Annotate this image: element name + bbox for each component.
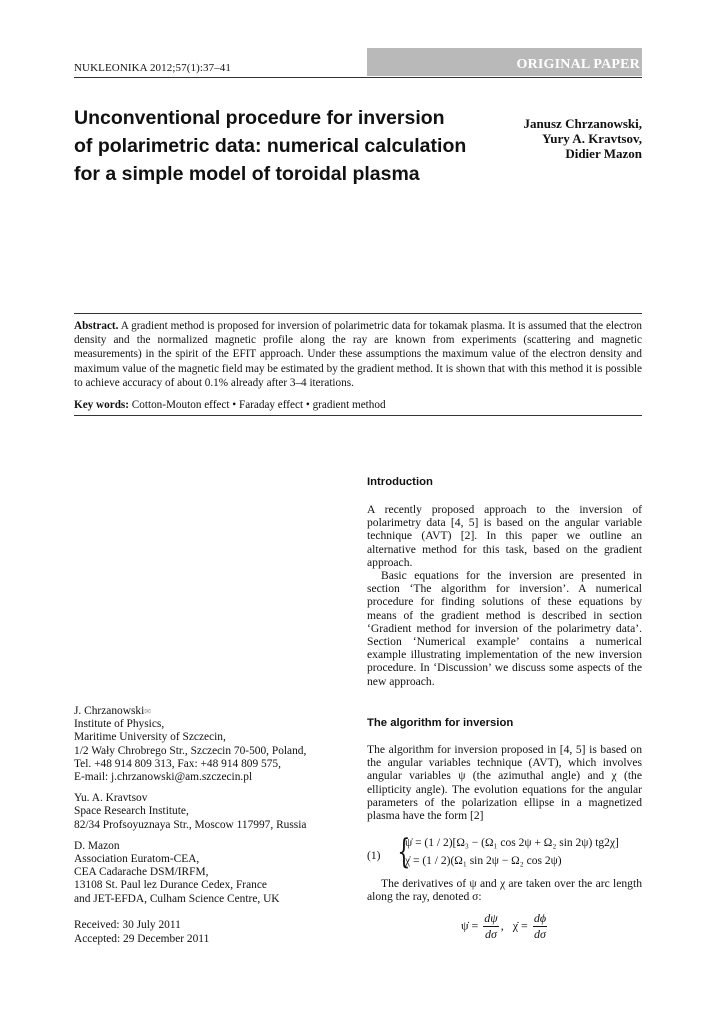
author-3: Didier Mazon [565, 146, 642, 161]
numerator: dϕ [533, 911, 547, 925]
paper-title [74, 104, 474, 188]
numerator: dψ [484, 911, 498, 925]
abstract-label: Abstract. [74, 320, 119, 332]
paper-type-label: ORIGINAL PAPER [516, 57, 640, 72]
received-date: Received: 30 July 2011 [74, 919, 181, 931]
header-rule [74, 77, 642, 78]
fraction-dphi [533, 911, 547, 942]
equation-number: (1) [367, 850, 381, 862]
affiliation-line: 82/34 Profsoyuznaya Str., Moscow 117997, Russia [74, 818, 307, 831]
fraction-dpsi [483, 911, 498, 942]
denominator: dσ [485, 927, 497, 941]
paragraph: The derivatives of ψ and χ are taken over the arc length along the ray, denoted σ: [367, 877, 642, 904]
title-line-3: for a simple model of toroidal plasma [74, 163, 420, 185]
equation-2 [461, 911, 549, 942]
affiliation-name: D. Mazon [74, 839, 120, 852]
keywords-label: Key words: [74, 399, 129, 411]
title-line-2: of polarimetric data: numerical calculation [74, 135, 467, 157]
accepted-date: Accepted: 29 December 2011 [74, 933, 210, 945]
affiliation-line: 1/2 Wały Chrobrego Str., Szczecin 70-500, Poland, [74, 744, 307, 757]
eq2-lhs-chi: χ̇ = [512, 918, 528, 933]
keywords-rule [74, 415, 642, 416]
denominator: dσ [533, 927, 546, 941]
keywords [74, 398, 642, 412]
affiliation-block [74, 792, 344, 832]
affiliation-block [74, 840, 344, 906]
abstract [74, 319, 642, 390]
envelope-icon: ✉ [144, 707, 151, 716]
paragraph: Basic equations for the inversion are presented in section ‘The algorithm for inversion’. A numerical procedure for finding solutions of these equations by means of the gradient method is described in section ‘Gradient method for inversion of the polarimetry data’. Section ‘Numerical example’ contains a numerical example illustrating implementation of the new inversion procedure. In ‘Discussion’ we discuss some aspects of the new approach. [367, 569, 642, 688]
affiliation-line: and JET-EFDA, Culham Science Centre, UK [74, 892, 280, 905]
affiliation-name: Yu. A. Kravtsov [74, 792, 148, 805]
affiliation-line: Tel. +48 914 809 313, Fax: +48 914 809 575, [74, 757, 281, 770]
abstract-text: A gradient method is proposed for inversion of polarimetric data for tokamak plasma. It is assumed that the electron density and the normalized magnetic profile along the ray are known from experiments (scattering and magnetic measurements) in the spirit of the EFIT approach. Under these assumptions the maximum value of the electron density and maximum value of the magnetic field may be estimated by the gradient method. It is shown that with this method it is possible to achieve accuracy of about 0.1% already after 3–4 iterations. [74, 320, 642, 389]
left-brace: { [397, 832, 411, 872]
eq2-lhs-psi: ψ̇ = [461, 918, 479, 933]
author-2: Yury A. Kravtsov, [542, 131, 642, 146]
submission-dates [74, 918, 209, 946]
paragraph: The algorithm for inversion proposed in [4, 5] is based on the angular variables technique (AVT), which involves angular variables ψ (the azimuthal angle) and χ (the ellipticity angle). The evolution equations for the angular parameters of the polarization ellipse in a magnetized plasma have the form [2] [367, 743, 642, 823]
affiliation-name: J. Chrzanowski✉ [74, 705, 151, 717]
title-line-1: Unconventional procedure for inversion [74, 107, 445, 129]
algorithm-body [367, 743, 642, 822]
affiliation-email: E-mail: j.chrzanowski@am.szczecin.pl [74, 771, 253, 784]
affiliation-line: Institute of Physics, [74, 718, 165, 731]
journal-citation: NUKLEONIKA 2012;57(1):37–41 [74, 62, 231, 74]
separator: , [500, 918, 504, 933]
affiliation-line: Space Research Institute, [74, 805, 189, 818]
affiliation-line: Maritime University of Szczecin, [74, 731, 226, 744]
affiliation-line: 13108 St. Paul lez Durance Cedex, France [74, 879, 267, 892]
equation-1 [367, 832, 642, 875]
author-1: Janusz Chrzanowski, [523, 116, 642, 131]
keywords-text: Cotton-Mouton effect • Faraday effect • gradient method [129, 399, 386, 411]
paragraph: A recently proposed approach to the inversion of polarimetry data [4, 5] is based on the angular variable technique (AVT) [2]. In this paper we outline an alternative method for this task, based on the gradient approach. [367, 503, 642, 569]
paper-type-banner [367, 48, 642, 76]
section-heading-introduction: Introduction [367, 476, 433, 488]
affiliations [74, 705, 344, 914]
introduction-body [367, 503, 642, 688]
author-list [524, 116, 642, 161]
affiliation-block [74, 705, 344, 784]
abstract-rule [74, 313, 642, 314]
equation-1-line-2: χ̇ = (1 / 2)(Ω₁ sin 2ψ − Ω₂ cos 2ψ) [405, 855, 562, 867]
equation-1-line-1: ψ̇ = (1 / 2)[Ω₃ − (Ω₁ cos 2ψ + Ω₂ sin 2ψ) tg2χ] [405, 837, 619, 849]
affiliation-line: CEA Cadarache DSM/IRFM, [74, 866, 209, 879]
affiliation-line: Association Euratom-CEA, [74, 853, 200, 866]
section-heading-algorithm: The algorithm for inversion [367, 717, 514, 729]
